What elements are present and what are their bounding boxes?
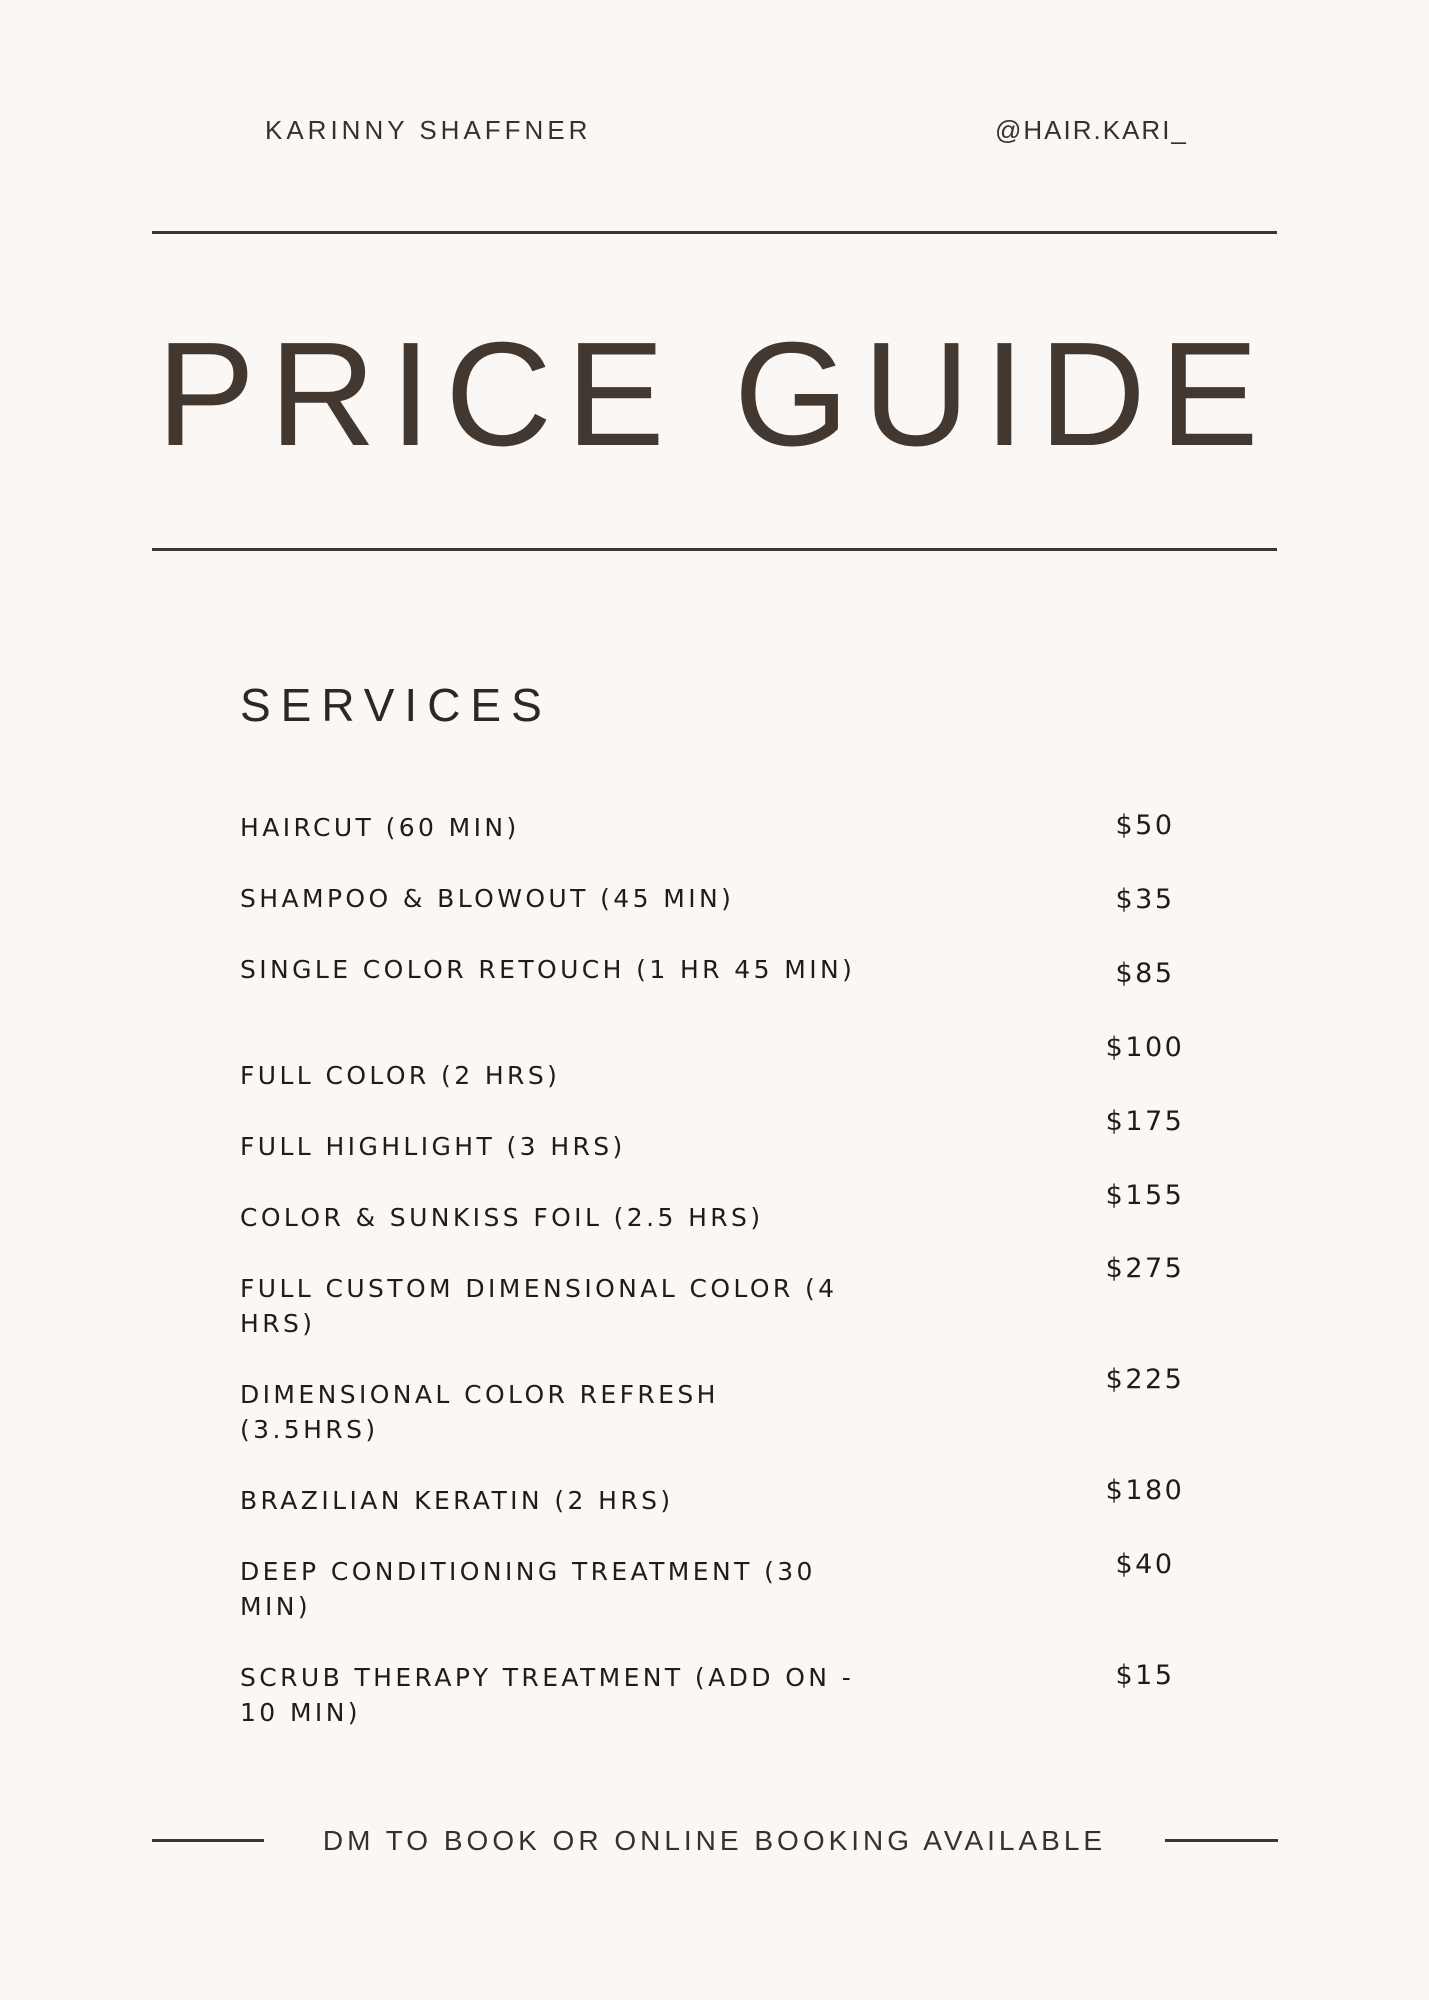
service-name: FULL COLOR (2 HRS) [240, 1061, 561, 1090]
service-name: HAIRCUT (60 MIN) [240, 813, 520, 842]
service-price: $85 [1115, 958, 1175, 989]
service-price: $15 [1115, 1660, 1175, 1691]
title-top-divider [152, 231, 1277, 234]
service-price: $100 [1105, 1032, 1185, 1063]
service-price: $225 [1105, 1364, 1185, 1395]
service-name: FULL HIGHLIGHT (3 HRS) [240, 1132, 626, 1161]
service-price: $175 [1105, 1106, 1185, 1137]
service-name: SCRUB THERAPY TREATMENT (ADD ON - 10 MIN) [240, 1663, 855, 1727]
service-name: FULL CUSTOM DIMENSIONAL COLOR (4 HRS) [240, 1274, 838, 1338]
booking-note: DM TO BOOK OR ONLINE BOOKING AVAILABLE [322, 1825, 1107, 1856]
service-price: $50 [1115, 810, 1175, 841]
service-name: SINGLE COLOR RETOUCH (1 HR 45 MIN) [240, 955, 856, 984]
page-title: PRICE GUIDE [156, 312, 1273, 477]
service-name: SHAMPOO & BLOWOUT (45 MIN) [240, 884, 735, 913]
service-price: $40 [1115, 1549, 1175, 1580]
service-name: DIMENSIONAL COLOR REFRESH (3.5HRS) [240, 1380, 719, 1444]
service-name: DEEP CONDITIONING TREATMENT (30 MIN) [240, 1557, 816, 1621]
service-name: COLOR & SUNKISS FOIL (2.5 HRS) [240, 1203, 764, 1232]
social-handle: @HAIR.KARI_ [995, 115, 1188, 145]
service-price: $35 [1115, 884, 1175, 915]
service-price: $155 [1105, 1180, 1185, 1211]
service-price: $180 [1105, 1475, 1185, 1506]
owner-name: KARINNY SHAFFNER [265, 115, 592, 145]
title-bottom-divider [152, 548, 1277, 551]
service-name: BRAZILIAN KERATIN (2 HRS) [240, 1486, 674, 1515]
services-heading: SERVICES [240, 679, 552, 731]
service-price: $275 [1105, 1253, 1185, 1284]
footer-divider-right [1165, 1839, 1278, 1842]
